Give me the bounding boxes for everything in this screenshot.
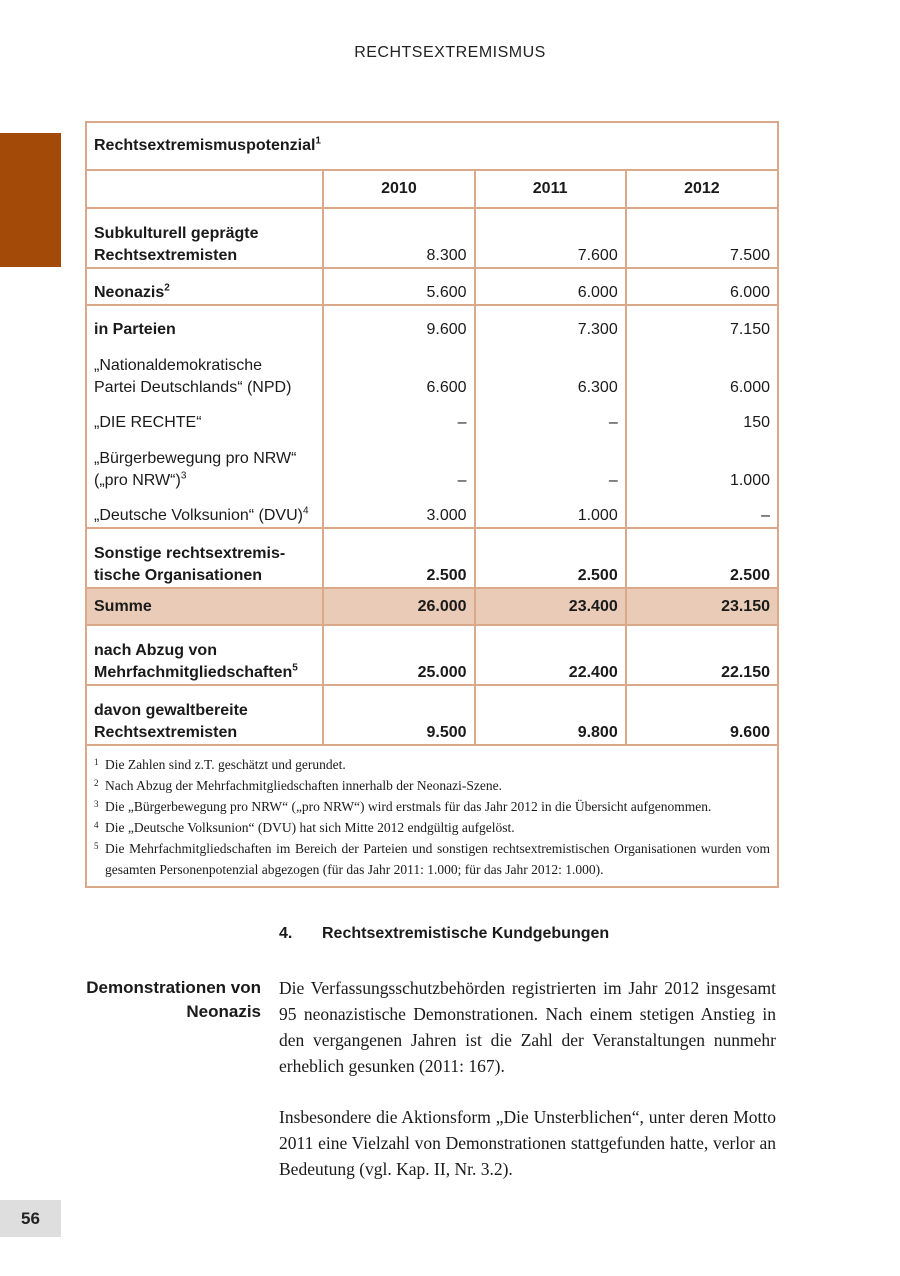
year-header: 2010 — [323, 170, 474, 208]
table-row — [87, 399, 777, 434]
row-label: davon gewaltbereite Rechtsextremisten — [94, 702, 248, 741]
section-title: Rechtsextremistische Kundgebungen — [322, 925, 610, 942]
cell-value: 6.600 — [323, 341, 474, 399]
table-footnotes — [87, 744, 777, 886]
table-row — [87, 305, 777, 341]
cell-value: 22.400 — [475, 625, 626, 685]
cell-value: 9.800 — [475, 685, 626, 744]
statistics-table — [87, 123, 777, 744]
body-paragraph: Die Verfassungsschutzbehörden registrierten im Jahr 2012 insgesamt 95 neonazistische Demonstrationen. Nach einem stetigen Anstieg in den vergangenen Jahren ist die Zahl der Veranstaltungen nunmehr erheblich gesunken (2011: 167). — [279, 978, 776, 1076]
table-row — [87, 341, 777, 399]
row-label: „DIE RECHTE“ — [94, 414, 202, 431]
footnote: 4 Die „Deutsche Volksunion“ (DVU) hat sich Mitte 2012 endgültig aufgelöst. — [94, 820, 515, 835]
cell-value: 7.150 — [626, 305, 777, 341]
footnote: 3 Die „Bürgerbewegung pro NRW“ („pro NRW“) wird erstmals für das Jahr 2012 in die Übersicht aufgenommen. — [94, 799, 712, 814]
row-label: in Parteien — [94, 321, 176, 338]
table-title: Rechtsextremismuspotenzial$^1$ — [94, 135, 321, 154]
cell-value: – — [475, 399, 626, 434]
cell-value: 2.500 — [626, 528, 777, 588]
cell-value: 3.000 — [323, 492, 474, 528]
cell-value: 25.000 — [323, 625, 474, 685]
cell-value: 9.600 — [626, 685, 777, 744]
margin-label: Demonstrationen von Neonazis — [86, 978, 261, 1021]
table-row — [87, 528, 777, 588]
statistics-table-box — [85, 121, 779, 888]
year-header: 2011 — [475, 170, 626, 208]
cell-value: 8.300 — [323, 208, 474, 268]
cell-value: – — [626, 492, 777, 528]
body-paragraph: Insbesondere die Aktionsform „Die Unsterblichen“, unter deren Motto 2011 eine Vielzahl von Demonstrationen stattgefunden hatte, verlor an Bedeutung (vgl. Kap. II, Nr. 3.2). — [279, 1107, 776, 1179]
cell-value: 2.500 — [475, 528, 626, 588]
cell-value: 6.300 — [475, 341, 626, 399]
cell-value: 2.500 — [323, 528, 474, 588]
cell-value: 9.600 — [323, 305, 474, 341]
cell-value: – — [475, 434, 626, 492]
sum-row — [87, 588, 777, 625]
cell-value: 6.000 — [626, 341, 777, 399]
cell-value: 7.500 — [626, 208, 777, 268]
cell-value: 22.150 — [626, 625, 777, 685]
cell-value: 23.400 — [475, 588, 626, 625]
row-label: „Deutsche Volksunion“ (DVU)$^4$ — [94, 505, 309, 524]
table-header-row — [87, 170, 777, 208]
section-heading — [279, 925, 609, 943]
row-label: nach Abzug von Mehrfachmitgliedschaften$^5$ — [94, 642, 298, 681]
cell-value: 9.500 — [323, 685, 474, 744]
cell-value: 7.600 — [475, 208, 626, 268]
cell-value: – — [323, 434, 474, 492]
row-label: Subkulturell geprägte Rechtsextremisten — [94, 225, 259, 264]
cell-value: 23.150 — [626, 588, 777, 625]
cell-value: 7.300 — [475, 305, 626, 341]
table-row — [87, 268, 777, 305]
row-label: Neonazis$^2$ — [94, 282, 170, 301]
table-row — [87, 208, 777, 268]
row-label: Sonstige rechtsextremis- tische Organisationen — [94, 545, 286, 584]
table-row — [87, 625, 777, 685]
running-header: RECHTSEXTREMISMUS — [354, 44, 546, 61]
cell-value: 1.000 — [626, 434, 777, 492]
section-number: 4. — [279, 925, 293, 942]
cell-value: 1.000 — [475, 492, 626, 528]
footnote: 5 Die Mehrfachmitgliedschaften im Bereich der Parteien und sonstigen rechtsextremistischen Organisationen wurden vom gesamten Personenpotenzial abgezogen (für das Jahr 2011: 1.000; für das Jahr 2012: 1.000). — [94, 841, 770, 877]
cell-value: 6.000 — [475, 268, 626, 305]
cell-value: – — [323, 399, 474, 434]
page-number: 56 — [0, 1200, 61, 1237]
chapter-color-tab — [0, 133, 61, 267]
table-row — [87, 685, 777, 744]
cell-value: 26.000 — [323, 588, 474, 625]
cell-value: 150 — [626, 399, 777, 434]
row-label: Summe — [87, 588, 323, 625]
row-label: „Bürgerbewegung pro NRW“ („pro NRW“)$^3$ — [94, 450, 297, 489]
table-row — [87, 492, 777, 528]
cell-value: 6.000 — [626, 268, 777, 305]
row-label: „Nationaldemokratische Partei Deutschlands“ (NPD) — [94, 357, 292, 396]
table-row — [87, 434, 777, 492]
year-header: 2012 — [626, 170, 777, 208]
footnote: 1 Die Zahlen sind z.T. geschätzt und gerundet. — [94, 757, 346, 772]
footnote: 2 Nach Abzug der Mehrfachmitgliedschaften innerhalb der Neonazi-Szene. — [94, 778, 502, 793]
cell-value: 5.600 — [323, 268, 474, 305]
